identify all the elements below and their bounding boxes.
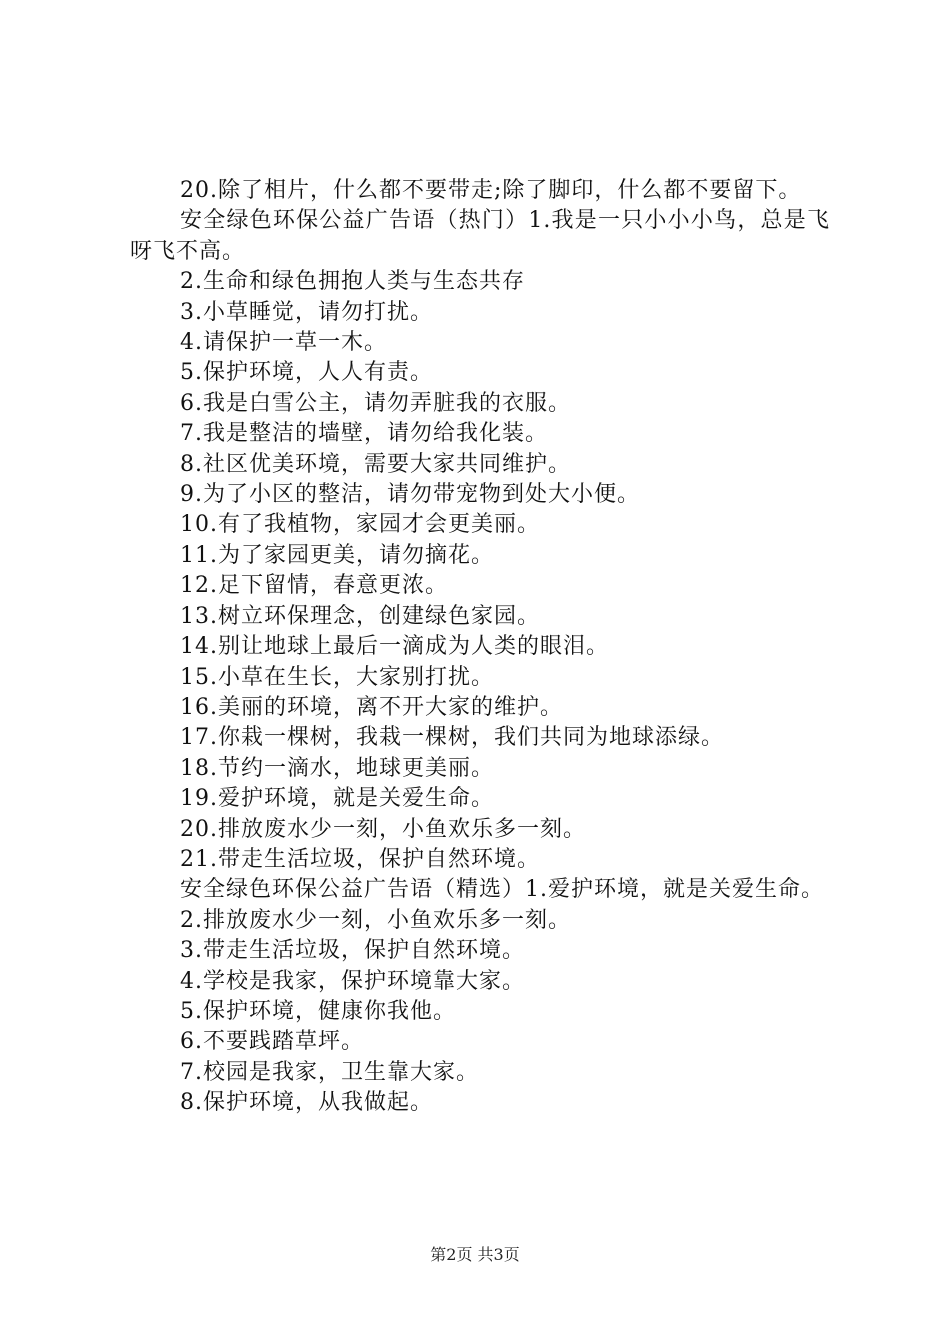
paragraph: 8.保护环境，从我做起。 <box>180 1090 433 1116</box>
paragraph: 4.学校是我家，保护环境靠大家。 <box>180 968 525 994</box>
paragraph: 2.生命和绿色拥抱人类与生态共存 <box>180 269 525 295</box>
paragraph: 19.爱护环境，就是关爱生命。 <box>180 786 494 812</box>
paragraph: 4.请保护一草一木。 <box>180 330 387 356</box>
paragraph: 20.排放废水少一刻，小鱼欢乐多一刻。 <box>180 816 586 842</box>
paragraph: 7.校园是我家，卫生靠大家。 <box>180 1059 479 1085</box>
paragraph: 20.除了相片，什么都不要带走;除了脚印，什么都不要留下。 <box>180 178 802 203</box>
paragraph: 安全绿色环保公益广告语（精选）1.爱护环境，就是关爱生命。 <box>180 877 824 903</box>
paragraph: 7.我是整洁的墙壁，请勿给我化装。 <box>180 421 548 447</box>
paragraph: 3.带走生活垃圾，保护自然环境。 <box>180 938 525 964</box>
paragraph: 6.不要践踏草坪。 <box>180 1029 364 1055</box>
paragraph: 11.为了家园更美，请勿摘花。 <box>180 542 494 568</box>
paragraph: 12.足下留情，春意更浓。 <box>180 573 448 599</box>
paragraph: 9.为了小区的整洁，请勿带宠物到处大小便。 <box>180 482 640 508</box>
paragraph: 13.树立环保理念，创建绿色家园。 <box>180 603 540 629</box>
paragraph: 17.你栽一棵树，我栽一棵树，我们共同为地球添绿。 <box>180 725 724 751</box>
paragraph: 3.小草睡觉，请勿打扰。 <box>180 299 433 325</box>
page-footer <box>0 1242 950 1265</box>
paragraph: 18.节约一滴水，地球更美丽。 <box>180 755 494 781</box>
paragraph: 8.社区优美环境，需要大家共同维护。 <box>180 451 571 477</box>
paragraph: 5.保护环境，人人有责。 <box>180 360 433 386</box>
paragraph: 21.带走生活垃圾，保护自然环境。 <box>180 846 540 872</box>
paragraph: 15.小草在生长，大家别打扰。 <box>180 664 494 690</box>
paragraph: 5.保护环境，健康你我他。 <box>180 998 456 1024</box>
paragraph: 2.排放废水少一刻，小鱼欢乐多一刻。 <box>180 907 571 933</box>
paragraph: 16.美丽的环境，离不开大家的维护。 <box>180 694 563 720</box>
document-body <box>130 176 830 1119</box>
paragraph: 14.别让地球上最后一滴成为人类的眼泪。 <box>180 634 609 660</box>
paragraph: 10.有了我植物，家园才会更美丽。 <box>180 512 540 538</box>
page-number-label: 第2页 共3页 <box>430 1245 520 1264</box>
paragraph: 安全绿色环保公益广告语（热门）1.我是一只小小小鸟，总是飞呀飞不高。 <box>130 208 830 264</box>
paragraph: 6.我是白雪公主，请勿弄脏我的衣服。 <box>180 390 571 416</box>
